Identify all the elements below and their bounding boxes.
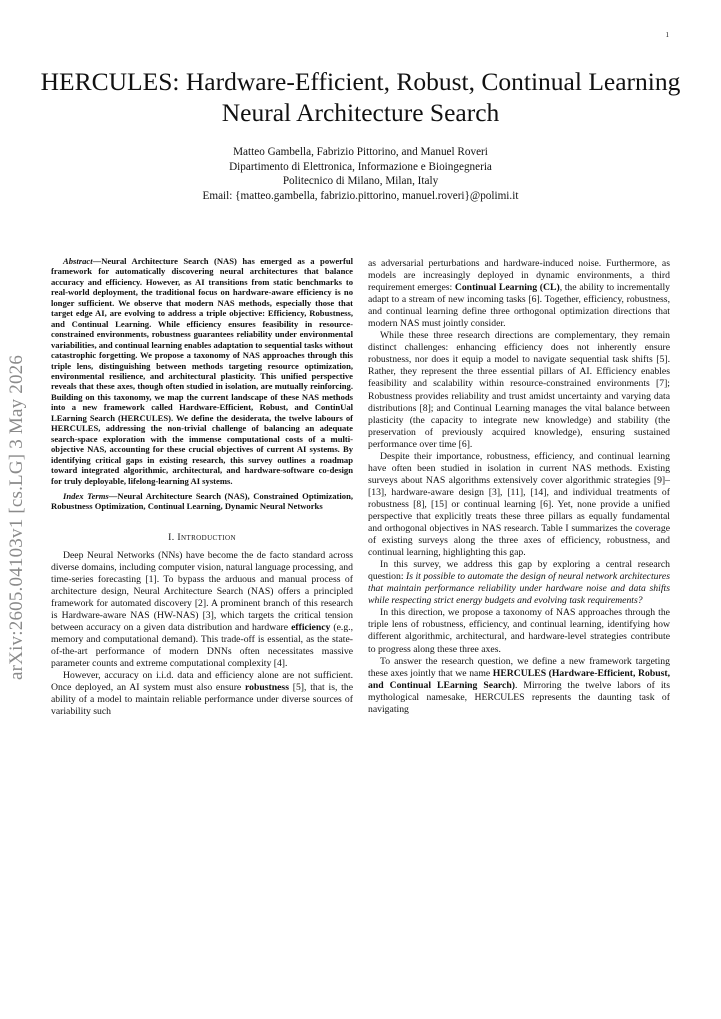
intro-p8-text-b: . Mirroring the twelve labors of its mythological namesake, HERCULES represents the daunting task of navigating [368,679,670,715]
author-names: Matteo Gambella, Fabrizio Pittorino, and Manuel Roveri [233,146,488,158]
intro-p2-text-b: [5], that is, the ability of a model to maintain reliable performance under diverse sources of variability such [51,682,354,718]
author-block [40,145,681,203]
section-heading: I. Introduction [168,531,236,543]
right-column [368,258,670,716]
index-terms [51,491,353,512]
intro-paragraph-3 [368,258,670,330]
paper-title: HERCULES: Hardware-Efficient, Robust, Continual Learning Neural Architecture Search [40,67,681,127]
index-terms-label: Index Terms [63,490,109,501]
intro-p2-bold: robustness [245,682,289,694]
intro-p2-text-a: However, accuracy on i.i.d. data and efficiency alone are not sufficient. Once deployed, an AI system must also ensure [51,670,353,694]
intro-p3-bold: Continual Learning (CL) [454,282,560,294]
intro-p1-bold: efficiency [291,622,331,633]
left-column [51,256,353,718]
intro-paragraph-2 [51,670,353,718]
intro-p8-text-a: To answer the research question, we define a new framework targeting these axes jointly that we name [368,655,670,679]
author-email: Email: {matteo.gambella, fabrizio.pittorino, manuel.roveri}@polimi.it [202,189,519,202]
intro-p6-text: In this survey, we address this gap by exploring a central research question: [368,559,670,583]
author-institution: Politecnico di Milano, Milan, Italy [282,175,439,188]
intro-p3-text-b: , the ability to incrementally adapt to a stream of new incoming tasks [6]. Together, efficiency, robustness, and continual learning define three orthogonal optimization directions that modern NAS must jointly consider. [368,282,670,330]
hercules-name: HERCULES (Hardware-Efficient, Robust, and Continual LEarning Search) [368,667,671,691]
page-number: 1 [665,31,669,39]
abstract [51,256,353,486]
author-department: Dipartimento di Elettronica, Informazione e Bioingegneria [229,160,492,173]
intro-paragraph-5: Despite their importance, robustness, efficiency, and continual learning have often been studied in isolation in current NAS methods. Existing surveys about NAS algorithms extensively cover algorithmic strategies [9]–[13], hardware-aware design [3], [11], [14], and individual treatments of robustness [8], [15] or continual learning [6]. Yet, none provide a unified perspective that explicitly treats these three pillars as equally fundamental and orthogonal objectives in NAS research. Table I summarizes the coverage of existing surveys along the three axes of efficiency, robustness, and continual learning, highlighting this gap. [368,450,670,559]
intro-paragraph-1 [51,550,353,670]
abstract-text: —Neural Architecture Search (NAS) has emerged as a powerful framework for automatically discovering neural architectures that balance accuracy and efficiency. However, as AI transitions from static benchmarks to real-world deployment, the traditional focus on hardware-aware efficiency is no longer sufficient. We observe that modern NAS methods, especially those that target edge AI, are evolving to address a triple objective: Efficiency, Robustness, and Continual Learning. While efficiency ensures feasibility in resource-constrained environments, robustness guarantees reliability under environmental variabilities, and continual learning enables adaptation to sequential tasks without catastrophic forgetting. We propose a taxonomy of NAS approaches through this triple lens, distinguishing between methods targeting resource optimization, environmental resilience, and architectural plasticity. This unified perspective reveals that these axes, though often studied in isolation, are mutually reinforcing. Building on this taxonomy, we map the current landscape of these NAS methods into a new framework called Hardware-Efficient, Robust, and ContinUal LEarning Search (HERCULES). We define the desiderata, the twelve labours of HERCULES, addressing the non-trivial challenge of balancing an adequate search-space exploration with the immense computational costs of a multi-objective NAS, accounting for these crucial objectives of current AI systems. By identifying critical gaps in existing research, this survey outlines a roadmap toward integrated algorithmic, architectural, and hardware-software co-design for truly deployable, lifelong-learning AI systems. [51,256,353,486]
research-question: Is it possible to automate the design of neural network architectures that maintain performance reliability under hardware noise and data shifts while respecting strict energy budgets and evolving task requirements? [368,571,670,607]
abstract-label: Abstract [63,256,93,266]
intro-paragraph-6 [368,559,670,607]
intro-p3-text-a: as adversarial perturbations and hardware-induced noise. Furthermore, as models are increasingly deployed in dynamic environments, a third requirement emerges: [368,258,670,294]
arxiv-stamp: arXiv:2605.04103v1 [cs.LG] 3 May 2026 [6,354,27,680]
intro-paragraph-4: While these three research directions are complementary, they remain distinct challenges: enhancing efficiency does not inherently ensure robustness, nor does it equip a model to navigate sequential task shifts [5]. Rather, they represent the three essential pillars of AI. Efficiency enables feasibility and scalability within resource-constrained environments [7]; Robustness provides reliability and trust amidst uncertainty and varying data distributions [8]; and Continual Learning manages the vital balance between plasticity (the capacity to integrate new knowledge) and stability (the preservation of previously acquired knowledge), ensuring sustained performance over time [6]. [368,330,670,450]
intro-p1-text-b: (e.g., memory and computational demand). This trade-off is essential, as the state-of-the-art performance of modern DNNs often necessitates massive parameter counts and extreme computational complexity [4]. [51,622,354,670]
index-terms-text: —Neural Architecture Search (NAS), Constrained Optimization, Robustness Optimization, Continual Learning, Dynamic Neural Networks [51,490,354,512]
intro-paragraph-8 [368,656,670,716]
intro-paragraph-7: In this direction, we propose a taxonomy of NAS approaches through the triple lens of robustness, efficiency, and continual learning, identifying how different algorithmic, architectural, and hardware-level strategies contribute to progress along these three axes. [368,607,670,655]
intro-p1-text-a: Deep Neural Networks (NNs) have become the de facto standard across diverse domains, including computer vision, natural language processing, and time-series forecasting [1]. To bypass the arduous and manual process of architecture design, Neural Architecture Search (NAS) offers a principled framework for automated discovery [2]. A prominent branch of this research is Hardware-aware NAS (HW-NAS) [3], which targets the critical tension between accuracy on a given data distribution and hardware [51,549,353,633]
